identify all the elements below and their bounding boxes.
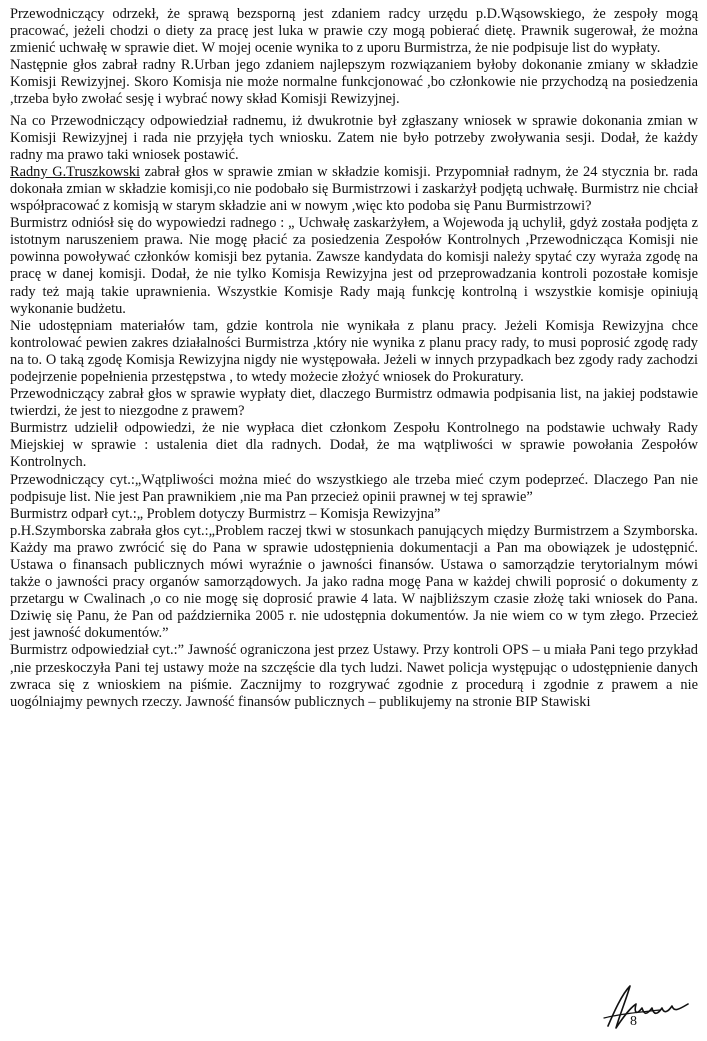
paragraph-chairman-response: Na co Przewodniczący odpowiedział radnemu, iż dwukrotnie był zgłaszany wniosek w sprawie dokonania zmian w Komisji Rewizyjnej i rada nie przyjęła tych wniosku. Zatem nie było potrzeby zwoływania sesji. Dodał, że każdy radny ma prawo taki wniosek postawić.	[10, 112, 698, 163]
paragraph-mayor-diets: Burmistrz udzielił odpowiedzi, że nie wypłaca diet członkom Zespołu Kontrolnego na podstawie uchwały Rady Miejskiej w sprawie : ustalenia diet dla radnych. Dodał, że ma wątpliwości w sprawie powołania Zespołów Kontrolnych.	[10, 420, 698, 471]
paragraph-urban-statement: Następnie głos zabrał radny R.Urban jego zdaniem najlepszym rozwiązaniem byłoby dokonanie zmiany w składzie Komisji Rewizyjnej. Skoro Komisja nie może normalne funkcjonować ,bo członkowie nie przychodzą na posiedzenia ,trzeba było zwołać sesję i wybrać nowy skład Komisji Rewizyjnej.	[10, 57, 698, 108]
paragraph-text: zabrał głos w sprawie zmian w składzie komisji. Przypomniał radnym, że 24 stycznia br. rada dokonała zmian w składzie komisji,co nie podobało się Burmistrzowi i zaskarżył podjętą uchwałę. Burmistrz nie chciał współpracować z komisją w starym składzie ani w nowym ,więc kto podoba się Panu Burmistrzowi?	[10, 163, 698, 215]
paragraph-chairman-reply: Przewodniczący odrzekł, że sprawą bezsporną jest zdaniem radcy urzędu p.D.Wąsowskiego, że zespoły mogą pracować, jeżeli chodzi o diety za pracę jest luka w prawie czy mogą pobierać dietę. Prawnik sugerował, że można zmienić uchwałę w sprawie diet. W mojej ocenie wynika to z uporu Burmistrza, że nie podpisuje list do wypłaty.	[10, 6, 698, 57]
paragraph-mayor-transparency: Burmistrz odpowiedział cyt.:” Jawność ograniczona jest przez Ustawy. Przy kontroli OPS – u miała Pani tego przykład ,nie przeskoczyła Pani tej ustawy może na szczęście dla tych ludzi. Nawet policja występując o udostępnienie danych zwraca się z wnioskiem na piśmie. Zacznijmy to rozgrywać zgodnie z procedurą i zgodnie z prawem a nie uogólniajmy pewnych rzeczy. Jawność finansów publicznych – publikujemy na stronie BIP Stawiski	[10, 642, 698, 710]
paragraph-mayor-materials: Nie udostępniam materiałów tam, gdzie kontrola nie wynikała z planu pracy. Jeżeli Komisja Rewizyjna chce kontrolować pewien zakres działalności Burmistrza ,który nie wynika z planu pracy rady, to musi poprosić zgodę rady na to. O taką zgodę Komisja Rewizyjna nigdy nie występowała. Jeżeli w innych przypadkach bez zgody rady zachodzi podejrzenie popełnienia przestępstwa , to wtedy możecie złożyć wniosek do Prokuratury.	[10, 317, 698, 385]
paragraph-chairman-quote: Przewodniczący cyt.:„Wątpliwości można mieć do wszystkiego ale trzeba mieć czym podeprzeć. Dlaczego Pan nie podpisuje list. Nie jest Pan prawnikiem ,nie ma Pan przecież opinii prawnej w tej sprawie”	[10, 471, 698, 505]
paragraph-szymborska-quote: p.H.Szymborska zabrała głos cyt.:„Problem raczej tkwi w stosunkach panujących między Burmistrzem a Szymborska. Każdy ma prawo zwrócić się do Pana w sprawie udostępnienia dokumentacji a Pan ma obowiązek je udostępnić. Ustawa o finansach publicznych mówi wyraźnie o jawności finansów. Ustawa o samorządzie terytorialnym mówi także o jawności pracy organów samorządowych. Ja jako radna mogę Pana w każdej chwili poprosić o dokumenty z przetargu w Cwalinach ,o co nie mogę się doprosić prawie 4 lata. W najbliższym czasie złożę taki wniosek do Pana. Dziwię się Panu, że Pan od października 2005 r. nie udostępnia dokumentów. Ja nie wiem co w tym złego. Przecież jest jawność dokumentów.”	[10, 522, 698, 642]
handwritten-signature	[600, 982, 695, 1032]
paragraph-chairman-diets: Przewodniczący zabrał głos w sprawie wypłaty diet, dlaczego Burmistrz odmawia podpisania list, na jakiej podstawie twierdzi, że jest to niezgodne z prawem?	[10, 386, 698, 420]
paragraph-mayor-quote: Burmistrz odparł cyt.:„ Problem dotyczy Burmistrz – Komisja Rewizyjna”	[10, 505, 441, 522]
paragraph-mayor-response: Burmistrz odniósł się do wypowiedzi radnego : „ Uchwałę zaskarżyłem, a Wojewoda ją uchylił, gdyż została podjęta z istotnym naruszeniem prawa. Nie mogę płacić za posiedzenia Zespołów Kontrolnych ,Przewodnicząca Komisji nie powinna powoływać członków komisji bez pytania. Zawsze kandydata do komisji należy spytać czy wyraża zgodę na pracę w danej komisji. Dodał, że nie tylko Komisja Rewizyjna jest od przeprowadzania kontroli pozostałe komisje rady też mają takie uprawnienia. Wszystkie Komisje Rady mają funkcję kontrolną i wszystkie komisje opiniują wykonanie budżetu.	[10, 215, 698, 317]
paragraph-truszkowski-statement	[10, 164, 698, 215]
page-number: 8	[630, 1014, 637, 1029]
document-body	[10, 6, 698, 711]
speaker-name-underlined: Radny G.Truszkowski	[10, 163, 141, 180]
